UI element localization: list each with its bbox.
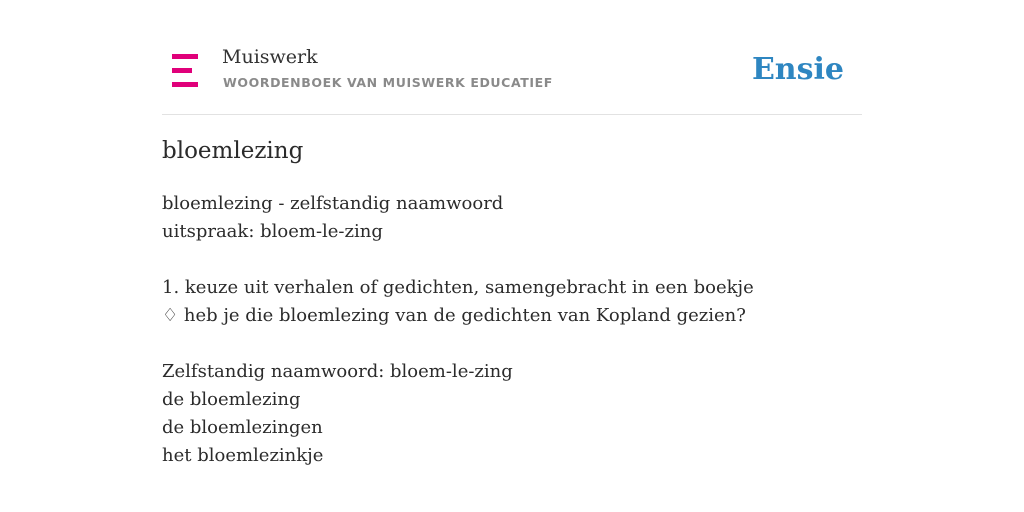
entry-title: bloemlezing (162, 138, 304, 164)
grammar-heading: Zelfstandig naamwoord: bloem-le-zing (162, 361, 513, 382)
word-form: de bloemlezing (162, 389, 301, 410)
entry-example: ♢ heb je die bloemlezing van de gedichten van Kopland gezien? (162, 305, 746, 326)
site-header (162, 0, 862, 115)
brand-subtitle: WOORDENBOEK VAN MUISWERK EDUCATIEF (223, 75, 553, 90)
page-container (162, 0, 862, 466)
entry-summary: bloemlezing - zelfstandig naamwoord (162, 193, 504, 214)
brand-title[interactable]: Muiswerk (222, 46, 318, 68)
word-form: het bloemlezinkje (162, 445, 324, 466)
word-form: de bloemlezingen (162, 417, 323, 438)
ensie-link[interactable]: Ensie (751, 52, 844, 87)
muiswerk-logo-icon[interactable] (172, 54, 200, 88)
entry-body (162, 190, 754, 470)
entry-definition: 1. keuze uit verhalen of gedichten, samengebracht in een boekje (162, 277, 754, 298)
entry-pronunciation: uitspraak: bloem-le-zing (162, 221, 383, 242)
